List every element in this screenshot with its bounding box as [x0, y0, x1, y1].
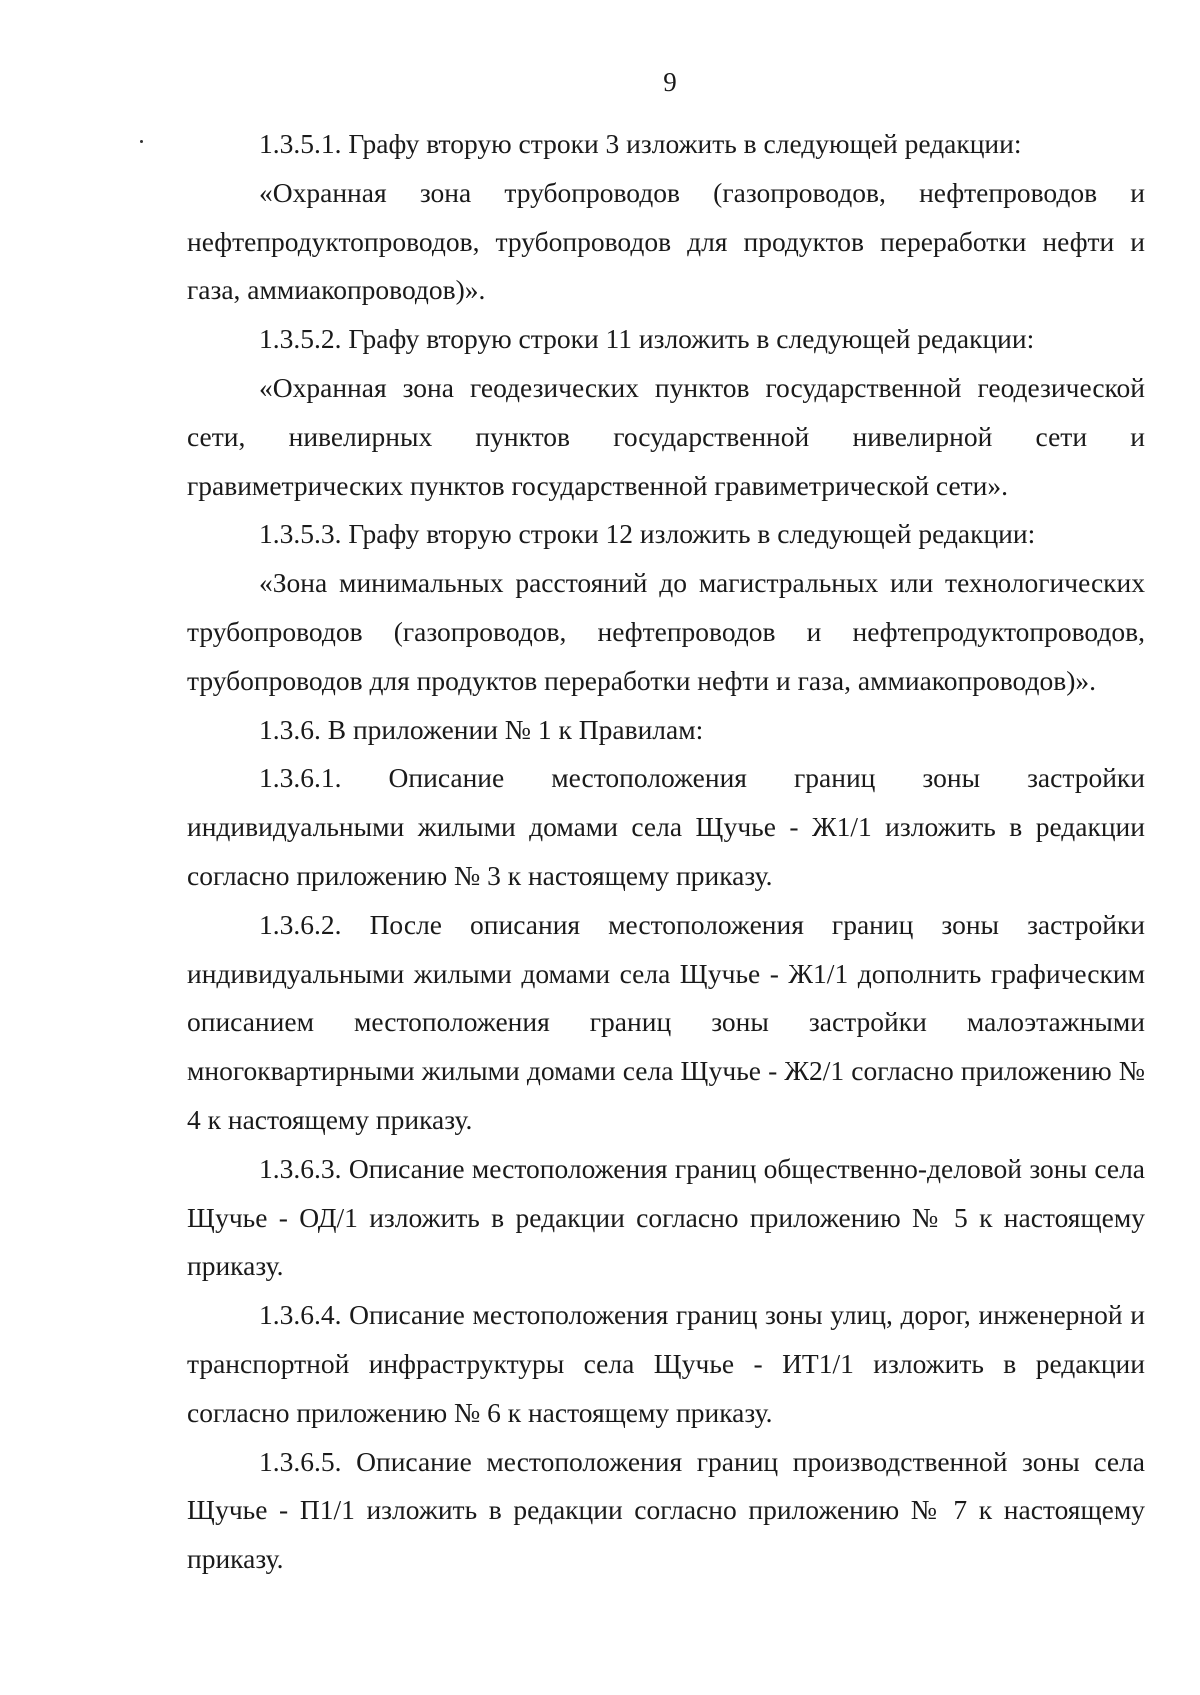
paragraph: «Охранная зона геодезических пунктов государственной геодезической сети, нивелирных пунктов государственной нивелирной сети и гравиметрических пунктов государственной гравиметрической сети».: [187, 371, 1145, 501]
paragraph: 1.3.5.1. Графу вторую строки 3 изложить в следующей редакции:: [259, 128, 1022, 159]
paragraph: 1.3.6.5. Описание местоположения границ производственной зоны села Щучье - П1/1 изложить в редакции согласно приложению № 7 к настоящему приказу.: [187, 1445, 1145, 1575]
paragraph: 1.3.6.4. Описание местоположения границ зоны улиц, дорог, инженерной и транспортной инфраструктуры села Щучье - ИТ1/1 изложить в редакции согласно приложению № 6 к настоящему приказу.: [187, 1299, 1145, 1428]
paragraph: 1.3.6.2. После описания местоположения границ зоны застройки индивидуальными жилыми домами села Щучье - Ж1/1 дополнить графическим описанием местоположения границ зоны застройки малоэтажными многоквартирными жилыми домами села Щучье - Ж2/1 согласно приложению № 4 к настоящему приказу.: [187, 908, 1145, 1135]
paragraph: 1.3.5.3. Графу вторую строки 12 изложить в следующей редакции:: [259, 518, 1036, 550]
paragraph: 1.3.6.3. Описание местоположения границ общественно-деловой зоны села Щучье - ОД/1 изложить в редакции согласно приложению № 5 к настоящему приказу.: [187, 1152, 1145, 1282]
document-body: [187, 120, 1145, 1584]
paragraph: «Охранная зона трубопроводов (газопроводов, нефтепроводов и нефтепродуктопроводов, трубопроводов для продуктов переработки нефти и газа, аммиакопроводов)».: [187, 176, 1145, 306]
paragraph: «Зона минимальных расстояний до магистральных или технологических трубопроводов (газопроводов, нефтепроводов и нефтепродуктопроводов, трубопроводов для продуктов переработки нефти и газа, аммиакопроводов)».: [187, 567, 1145, 696]
page-number: 9: [663, 67, 677, 97]
paragraph: 1.3.5.2. Графу вторую строки 11 изложить в следующей редакции:: [259, 323, 1035, 355]
paragraph: 1.3.6. В приложении № 1 к Правилам:: [259, 713, 704, 745]
paragraph: 1.3.6.1. Описание местоположения границ зоны застройки индивидуальными жилыми домами села Щучье - Ж1/1 изложить в редакции согласно приложению № 3 к настоящему приказу.: [187, 762, 1145, 891]
scan-speck: [140, 140, 143, 143]
